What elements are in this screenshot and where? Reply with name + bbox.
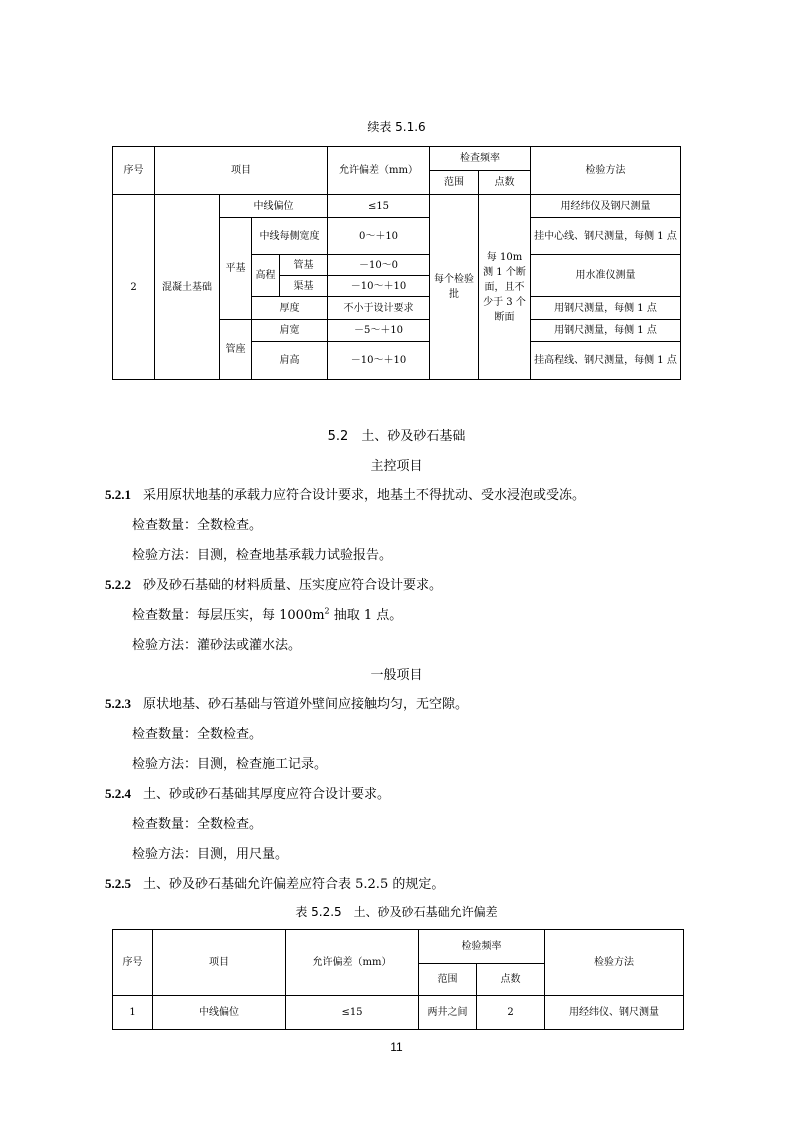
channel-base-label: 渠基 [280,276,328,297]
clause-text: 砂及砂石基础的材料质量、压实度应符合设计要求。 [143,578,443,593]
clause-line [132,604,402,623]
clause-line: 检验方法：灌砂法或灌水法。 [132,638,302,653]
clause-line: 检查数量：全数检查。 [132,727,263,742]
table-5-1-6 [112,146,681,380]
head-points: 点数 [477,964,545,996]
row-seq: 1 [113,996,153,1030]
head-seq: 序号 [113,147,155,195]
clause-line: 检验方法：目测，检查施工记录。 [132,757,328,772]
clause-text: 抽取 1 点。 [329,608,403,623]
half-width-method: 挂中心线、钢尺测量，每侧 1 点 [531,218,681,255]
head-item: 项目 [153,930,286,996]
clause-5-2-4 [105,783,390,802]
thickness-tol: 不小于设计要求 [328,297,430,320]
clause-5-2-3 [105,693,468,712]
level-method: 用水准仪测量 [531,255,681,297]
flat-base-label: 平基 [220,218,252,320]
clause-number: 5.2.2 [105,577,131,592]
superscript: 2 [324,606,330,616]
thickness-method: 用钢尺测量，每侧 1 点 [531,297,681,320]
half-width-tol: 0～＋10 [328,218,430,255]
clause-text: 土、砂或砂石基础其厚度应符合设计要求。 [143,787,391,802]
pipe-base-tol: －10～0 [328,255,430,276]
general-items-heading: 一般项目 [370,668,423,683]
clause-text: 原状地基、砂石基础与管道外壁间应接触均匀，无空隙。 [143,697,469,712]
shoulder-width-method: 用钢尺测量，每侧 1 点 [531,320,681,342]
pipe-seat-label: 管座 [220,320,252,380]
centerline-method: 用经纬仪及钢尺测量 [531,195,681,218]
clause-number: 5.2.4 [105,786,131,801]
shoulder-height-tol: －10～＋10 [328,342,430,380]
shoulder-height-label: 肩高 [252,342,328,380]
half-width-label: 中线每侧宽度 [252,218,328,255]
clause-5-2-2 [105,574,442,593]
main-items-heading: 主控项目 [370,459,423,474]
centerline-tol: ≤15 [328,195,430,218]
clause-5-2-1 [105,484,585,503]
clause-line: 检查数量：全数检查。 [132,518,263,533]
clause-line: 检验方法：目测，用尺量。 [132,847,289,862]
shoulder-width-label: 肩宽 [252,320,328,342]
channel-base-tol: －10～＋10 [328,276,430,297]
table-row [113,996,684,1030]
table1-caption: 续表 5.1.6 [367,120,426,134]
clause-line: 检查数量：全数检查。 [132,817,263,832]
pipe-base-label: 管基 [280,255,328,276]
head-method: 检验方法 [531,147,681,195]
head-freq: 检验频率 [419,930,545,964]
points-value: 每 10m 测 1 个断面，且不少于 3 个断面 [479,195,531,380]
row-method: 用经纬仪、钢尺测量 [545,996,684,1030]
elevation-label: 高程 [252,255,280,297]
row-range: 两井之间 [419,996,477,1030]
head-freq: 检查频率 [430,147,531,171]
head-range: 范围 [430,171,479,195]
row-tol: ≤15 [286,996,419,1030]
row-item-name: 混凝土基础 [155,195,220,380]
clause-text: 检查数量：每层压实，每 1000m [132,608,325,623]
shoulder-height-method: 挂高程线、钢尺测量，每侧 1 点 [531,342,681,380]
clause-text: 采用原状地基的承载力应符合设计要求，地基土不得扰动、受水浸泡或受冻。 [143,488,586,503]
head-seq: 序号 [113,930,153,996]
head-item: 项目 [155,147,328,195]
head-tolerance: 允许偏差（mm） [286,930,419,996]
clause-line: 检验方法：目测，检查地基承载力试验报告。 [132,548,393,563]
range-value: 每个检验批 [430,195,479,380]
table-5-2-5 [112,929,684,1030]
head-method: 检验方法 [545,930,684,996]
section-title: 5.2 土、砂及砂石基础 [327,429,466,444]
clause-number: 5.2.5 [105,876,131,891]
clause-number: 5.2.1 [105,487,131,502]
head-range: 范围 [419,964,477,996]
head-points: 点数 [479,171,531,195]
page-number: 11 [390,1040,403,1054]
shoulder-width-tol: －5～＋10 [328,320,430,342]
clause-5-2-5 [105,873,444,892]
head-tolerance: 允许偏差（mm） [328,147,430,195]
row-seq: 2 [113,195,155,380]
clause-text: 土、砂及砂石基础允许偏差应符合表 5.2.5 的规定。 [143,877,445,892]
table2-caption: 表 5.2.5 土、砂及砂石基础允许偏差 [295,905,498,919]
clause-number: 5.2.3 [105,696,131,711]
thickness-label: 厚度 [252,297,328,320]
centerline-label: 中线偏位 [220,195,328,218]
row-item: 中线偏位 [153,996,286,1030]
row-points: 2 [477,996,545,1030]
